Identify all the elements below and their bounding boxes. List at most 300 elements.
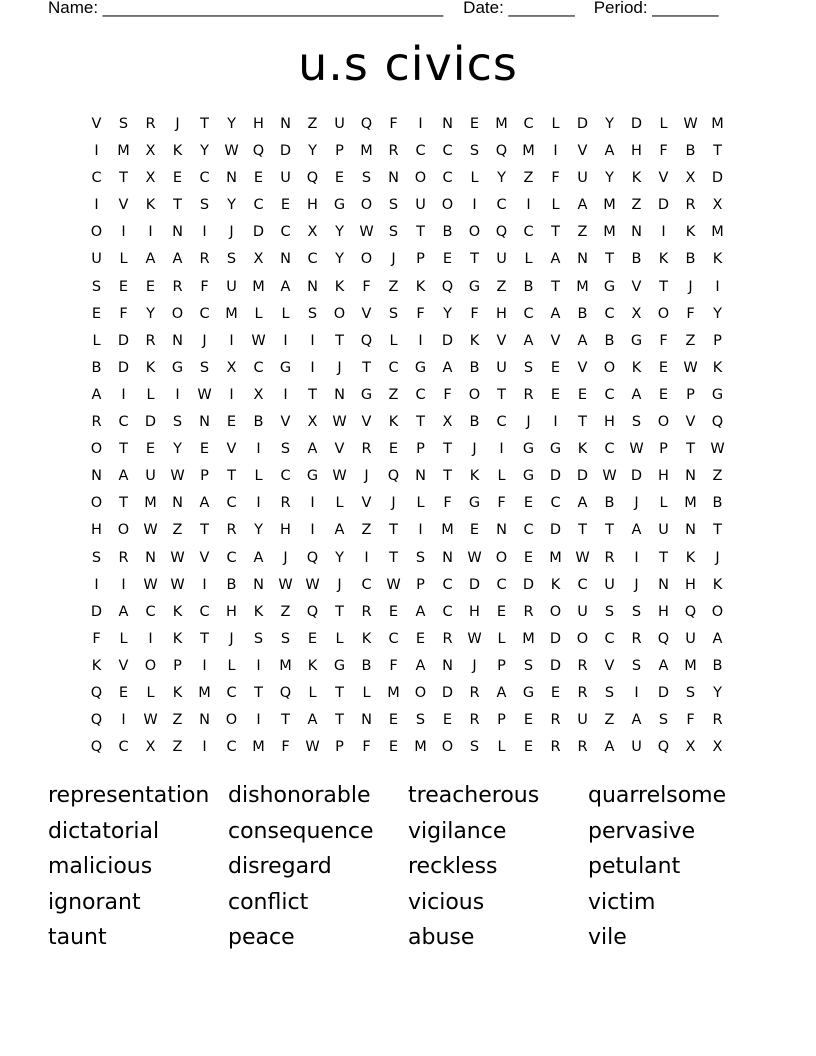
- grid-letter: J: [229, 224, 234, 241]
- grid-letter: L: [119, 630, 128, 647]
- grid-letter: I: [256, 657, 261, 674]
- grid-letter: S: [199, 197, 210, 214]
- grid-letter: M: [603, 197, 616, 214]
- grid-letter: G: [468, 278, 481, 295]
- grid-letter: F: [389, 116, 398, 132]
- grid-letter: H: [469, 603, 480, 620]
- grid-letter: M: [576, 278, 589, 295]
- grid-letter: A: [631, 712, 642, 729]
- grid-letter: M: [684, 657, 697, 674]
- grid-letter: O: [576, 630, 589, 647]
- grid-letter: R: [199, 251, 210, 268]
- grid-letter: R: [469, 684, 480, 701]
- grid-letter: D: [549, 657, 562, 674]
- grid-letter: E: [388, 441, 399, 458]
- grid-letter: V: [199, 549, 210, 566]
- grid-letter: I: [202, 657, 207, 674]
- grid-letter: S: [415, 712, 426, 729]
- word-bank-item: reckless: [408, 854, 498, 880]
- grid-letter: S: [604, 603, 615, 620]
- grid-letter: J: [526, 414, 531, 431]
- grid-letter: G: [333, 657, 346, 674]
- grid-letter: Q: [657, 630, 670, 647]
- grid-letter: P: [659, 441, 668, 458]
- grid-letter: F: [389, 657, 398, 674]
- grid-letter: K: [172, 684, 183, 701]
- grid-letter: L: [92, 332, 101, 349]
- grid-letter: B: [631, 251, 642, 268]
- grid-letter: W: [305, 739, 320, 756]
- grid-letter: P: [686, 386, 695, 403]
- word-bank-item: taunt: [48, 925, 107, 951]
- grid-letter: F: [281, 739, 290, 756]
- grid-letter: N: [442, 116, 453, 132]
- grid-letter: T: [389, 549, 398, 566]
- grid-letter: L: [281, 305, 290, 322]
- grid-letter: K: [469, 332, 480, 349]
- grid-letter: V: [658, 170, 669, 187]
- grid-letter: O: [117, 522, 130, 539]
- grid-letter: S: [469, 739, 480, 756]
- grid-letter: H: [631, 143, 642, 160]
- word-bank-item: dishonorable: [228, 783, 371, 808]
- grid-letter: J: [283, 549, 288, 566]
- grid-letter: Q: [441, 278, 454, 295]
- grid-letter: K: [307, 657, 318, 674]
- grid-letter: T: [200, 522, 209, 539]
- grid-letter: F: [443, 386, 452, 403]
- grid-letter: V: [361, 414, 372, 431]
- grid-letter: A: [658, 657, 669, 674]
- grid-letter: X: [685, 170, 696, 187]
- grid-letter: R: [226, 522, 237, 539]
- grid-letter: M: [495, 116, 508, 132]
- grid-letter: T: [659, 278, 668, 295]
- grid-letter: V: [280, 414, 291, 431]
- grid-letter: A: [172, 251, 183, 268]
- grid-letter: O: [414, 170, 427, 187]
- grid-letter: Y: [605, 116, 614, 132]
- period-field-label: Period: _______: [593, 0, 719, 17]
- grid-letter: Q: [657, 739, 670, 756]
- grid-letter: T: [308, 386, 317, 403]
- grid-letter: T: [200, 116, 209, 132]
- grid-letter: Q: [711, 414, 724, 431]
- grid-letter: N: [199, 414, 210, 431]
- grid-letter: E: [226, 414, 237, 431]
- grid-letter: N: [685, 468, 696, 485]
- grid-letter: L: [308, 684, 317, 701]
- grid-letter: I: [229, 386, 234, 403]
- grid-letter: F: [659, 143, 668, 160]
- grid-letter: P: [335, 739, 344, 756]
- grid-letter: Z: [280, 603, 291, 620]
- grid-letter: C: [577, 576, 588, 593]
- grid-letter: L: [497, 739, 506, 756]
- grid-letter: B: [226, 576, 237, 593]
- grid-letter: X: [307, 414, 318, 431]
- grid-letter: N: [415, 468, 426, 485]
- grid-letter: Z: [307, 116, 318, 132]
- grid-letter: X: [145, 143, 156, 160]
- grid-letter: C: [523, 305, 534, 322]
- grid-letter: I: [310, 332, 315, 349]
- grid-letter: Y: [497, 170, 506, 187]
- grid-letter: N: [199, 712, 210, 729]
- grid-letter: V: [604, 657, 615, 674]
- grid-letter: N: [253, 576, 264, 593]
- grid-letter: K: [253, 603, 264, 620]
- grid-letter: I: [202, 739, 207, 756]
- grid-letter: Q: [387, 468, 400, 485]
- word-bank-item: consequence: [228, 818, 374, 844]
- grid-letter: Q: [90, 739, 103, 756]
- grid-letter: K: [361, 630, 372, 647]
- grid-letter: N: [361, 712, 372, 729]
- grid-letter: I: [715, 278, 720, 295]
- grid-letter: I: [202, 576, 207, 593]
- grid-letter: W: [278, 576, 293, 593]
- grid-letter: Z: [577, 224, 588, 241]
- grid-letter: C: [145, 603, 156, 620]
- grid-letter: X: [253, 386, 264, 403]
- grid-letter: K: [91, 657, 102, 674]
- grid-letter: E: [523, 712, 534, 729]
- grid-letter: E: [145, 441, 156, 458]
- grid-letter: V: [577, 359, 588, 376]
- grid-letter: B: [712, 495, 723, 512]
- grid-letter: M: [603, 224, 616, 241]
- grid-letter: S: [280, 630, 291, 647]
- grid-letter: V: [361, 305, 372, 322]
- grid-letter: Y: [146, 305, 155, 322]
- grid-letter: A: [523, 332, 534, 349]
- grid-letter: G: [360, 386, 373, 403]
- grid-letter: A: [604, 143, 615, 160]
- grid-letter: E: [145, 278, 156, 295]
- grid-letter: G: [306, 468, 319, 485]
- grid-letter: O: [603, 359, 616, 376]
- grid-letter: M: [414, 739, 427, 756]
- grid-letter: B: [523, 278, 534, 295]
- grid-letter: S: [469, 143, 480, 160]
- grid-letter: S: [199, 359, 210, 376]
- grid-letter: W: [170, 549, 185, 566]
- grid-letter: O: [657, 414, 670, 431]
- grid-letter: M: [387, 684, 400, 701]
- grid-letter: C: [604, 441, 615, 458]
- grid-letter: U: [685, 630, 696, 647]
- grid-letter: N: [631, 224, 642, 241]
- grid-letter: C: [415, 386, 426, 403]
- grid-letter: R: [577, 739, 588, 756]
- word-bank-item: petulant: [588, 854, 681, 880]
- grid-letter: L: [362, 684, 371, 701]
- grid-letter: R: [280, 495, 291, 512]
- word-bank-item: ignorant: [48, 889, 141, 915]
- grid-letter: J: [472, 441, 477, 458]
- grid-letter: U: [415, 197, 426, 214]
- grid-letter: V: [685, 414, 696, 431]
- grid-letter: Q: [90, 684, 103, 701]
- grid-letter: D: [252, 224, 265, 241]
- grid-letter: B: [469, 359, 480, 376]
- grid-letter: M: [198, 684, 211, 701]
- grid-letter: S: [118, 116, 129, 132]
- grid-letter: O: [360, 251, 373, 268]
- grid-letter: C: [226, 549, 237, 566]
- grid-letter: J: [634, 576, 639, 593]
- grid-letter: I: [472, 197, 477, 214]
- grid-letter: T: [551, 224, 560, 241]
- grid-letter: T: [119, 495, 128, 512]
- grid-letter: U: [577, 712, 588, 729]
- grid-letter: B: [91, 359, 102, 376]
- grid-letter: X: [712, 197, 723, 214]
- grid-letter: T: [659, 549, 668, 566]
- grid-letter: G: [333, 197, 346, 214]
- grid-letter: C: [523, 224, 534, 241]
- grid-letter: Z: [712, 468, 723, 485]
- grid-letter: U: [577, 603, 588, 620]
- grid-letter: S: [658, 712, 669, 729]
- grid-letter: M: [549, 549, 562, 566]
- grid-letter: D: [441, 684, 454, 701]
- grid-letter: X: [685, 739, 696, 756]
- grid-letter: I: [283, 332, 288, 349]
- grid-letter: Q: [495, 224, 508, 241]
- grid-letter: B: [685, 143, 696, 160]
- grid-letter: I: [256, 712, 261, 729]
- grid-letter: K: [658, 251, 669, 268]
- grid-letter: I: [121, 576, 126, 593]
- grid-letter: J: [391, 495, 396, 512]
- grid-letter: B: [712, 657, 723, 674]
- grid-letter: V: [550, 332, 561, 349]
- grid-letter: W: [224, 143, 239, 160]
- date-field-label: Date: _______: [463, 0, 575, 17]
- grid-letter: T: [605, 251, 614, 268]
- grid-letter: W: [359, 224, 374, 241]
- grid-letter: W: [170, 468, 185, 485]
- grid-letter: E: [91, 305, 102, 322]
- grid-letter: T: [605, 522, 614, 539]
- grid-letter: L: [254, 468, 263, 485]
- grid-letter: W: [251, 332, 266, 349]
- grid-letter: R: [604, 549, 615, 566]
- grid-letter: C: [280, 224, 291, 241]
- grid-letter: I: [553, 143, 558, 160]
- grid-letter: H: [658, 468, 669, 485]
- grid-letter: E: [469, 522, 480, 539]
- grid-letter: W: [332, 468, 347, 485]
- grid-letter: D: [549, 630, 562, 647]
- grid-letter: O: [90, 441, 103, 458]
- grid-letter: D: [549, 522, 562, 539]
- word-bank-item: vigilance: [408, 818, 507, 844]
- grid-letter: O: [171, 305, 184, 322]
- grid-letter: Z: [172, 712, 183, 729]
- grid-letter: Z: [604, 712, 615, 729]
- grid-letter: E: [496, 603, 507, 620]
- grid-letter: O: [441, 197, 454, 214]
- grid-letter: W: [143, 712, 158, 729]
- grid-letter: A: [577, 332, 588, 349]
- grid-letter: A: [118, 468, 129, 485]
- grid-letter: E: [550, 684, 561, 701]
- grid-letter: X: [253, 251, 264, 268]
- grid-letter: Z: [631, 197, 642, 214]
- grid-letter: P: [173, 657, 182, 674]
- grid-letter: O: [468, 386, 481, 403]
- grid-letter: K: [334, 278, 345, 295]
- grid-letter: E: [118, 684, 129, 701]
- grid-letter: U: [91, 251, 102, 268]
- grid-letter: Y: [335, 251, 344, 268]
- grid-letter: U: [496, 359, 507, 376]
- grid-letter: V: [226, 441, 237, 458]
- grid-letter: P: [200, 468, 209, 485]
- grid-letter: J: [391, 251, 396, 268]
- word-bank-item: malicious: [48, 854, 153, 880]
- grid-letter: I: [634, 549, 639, 566]
- grid-letter: S: [604, 684, 615, 701]
- grid-letter: M: [441, 522, 454, 539]
- grid-letter: R: [469, 712, 480, 729]
- grid-letter: O: [360, 197, 373, 214]
- grid-letter: E: [658, 359, 669, 376]
- grid-letter: A: [307, 441, 318, 458]
- grid-letter: K: [577, 441, 588, 458]
- grid-letter: T: [335, 712, 344, 729]
- word-bank-item: representation: [48, 783, 210, 808]
- grid-letter: F: [470, 305, 479, 322]
- grid-letter: C: [523, 116, 534, 132]
- grid-letter: K: [685, 224, 696, 241]
- grid-letter: G: [171, 359, 184, 376]
- grid-letter: Q: [360, 332, 373, 349]
- grid-letter: S: [91, 549, 102, 566]
- grid-letter: R: [145, 116, 156, 132]
- grid-letter: O: [90, 495, 103, 512]
- grid-letter: C: [118, 414, 129, 431]
- grid-letter: S: [523, 657, 534, 674]
- grid-letter: X: [226, 359, 237, 376]
- grid-letter: S: [685, 684, 696, 701]
- grid-letter: I: [364, 549, 369, 566]
- grid-letter: S: [388, 197, 399, 214]
- grid-letter: V: [496, 332, 507, 349]
- grid-letter: N: [442, 549, 453, 566]
- grid-letter: C: [361, 576, 372, 593]
- grid-letter: B: [604, 495, 615, 512]
- grid-letter: R: [550, 739, 561, 756]
- grid-letter: S: [280, 441, 291, 458]
- grid-letter: D: [117, 332, 130, 349]
- grid-letter: C: [442, 170, 453, 187]
- grid-letter: A: [631, 522, 642, 539]
- grid-letter: K: [469, 468, 480, 485]
- grid-letter: U: [631, 739, 642, 756]
- grid-letter: J: [634, 495, 639, 512]
- grid-letter: X: [145, 739, 156, 756]
- grid-letter: K: [550, 576, 561, 593]
- grid-letter: G: [522, 441, 535, 458]
- grid-letter: E: [550, 386, 561, 403]
- grid-letter: S: [307, 305, 318, 322]
- grid-letter: E: [442, 712, 453, 729]
- grid-letter: K: [415, 278, 426, 295]
- grid-letter: I: [310, 522, 315, 539]
- grid-letter: O: [144, 657, 157, 674]
- grid-letter: K: [145, 197, 156, 214]
- word-bank-item: victim: [588, 889, 656, 915]
- grid-letter: W: [170, 576, 185, 593]
- grid-letter: I: [229, 332, 234, 349]
- grid-letter: A: [604, 739, 615, 756]
- grid-letter: L: [551, 116, 560, 132]
- grid-letter: T: [119, 170, 128, 187]
- word-bank-item: peace: [228, 925, 295, 951]
- grid-letter: A: [145, 251, 156, 268]
- grid-letter: D: [468, 576, 481, 593]
- grid-letter: E: [280, 197, 291, 214]
- grid-letter: D: [117, 359, 130, 376]
- grid-letter: A: [631, 386, 642, 403]
- grid-letter: T: [335, 684, 344, 701]
- grid-letter: Q: [360, 116, 373, 132]
- name-field-label: Name: ____________________________________: [48, 0, 444, 17]
- grid-letter: I: [634, 684, 639, 701]
- grid-letter: J: [202, 332, 207, 349]
- grid-letter: K: [172, 630, 183, 647]
- grid-letter: B: [361, 657, 372, 674]
- grid-letter: W: [143, 522, 158, 539]
- grid-letter: C: [604, 386, 615, 403]
- grid-letter: Y: [605, 170, 614, 187]
- grid-letter: L: [497, 630, 506, 647]
- grid-letter: E: [523, 739, 534, 756]
- grid-letter: C: [280, 468, 291, 485]
- grid-letter: N: [145, 549, 156, 566]
- grid-letter: K: [172, 143, 183, 160]
- grid-letter: O: [657, 305, 670, 322]
- grid-letter: K: [712, 576, 723, 593]
- grid-letter: N: [685, 522, 696, 539]
- grid-letter: C: [496, 414, 507, 431]
- grid-letter: W: [386, 576, 401, 593]
- grid-letter: C: [496, 197, 507, 214]
- grid-letter: Z: [388, 278, 399, 295]
- grid-letter: T: [713, 522, 722, 539]
- grid-letter: C: [118, 739, 129, 756]
- grid-letter: V: [631, 278, 642, 295]
- grid-letter: I: [94, 576, 99, 593]
- grid-letter: B: [253, 414, 264, 431]
- grid-letter: O: [549, 603, 562, 620]
- grid-letter: Q: [306, 603, 319, 620]
- grid-letter: T: [281, 712, 290, 729]
- grid-letter: R: [118, 549, 129, 566]
- grid-letter: V: [577, 143, 588, 160]
- grid-letter: Y: [254, 522, 263, 539]
- grid-letter: J: [688, 278, 693, 295]
- grid-letter: B: [685, 251, 696, 268]
- grid-letter: C: [415, 143, 426, 160]
- grid-letter: M: [711, 116, 724, 132]
- grid-letter: W: [467, 549, 482, 566]
- word-bank-item: quarrelsome: [588, 783, 727, 808]
